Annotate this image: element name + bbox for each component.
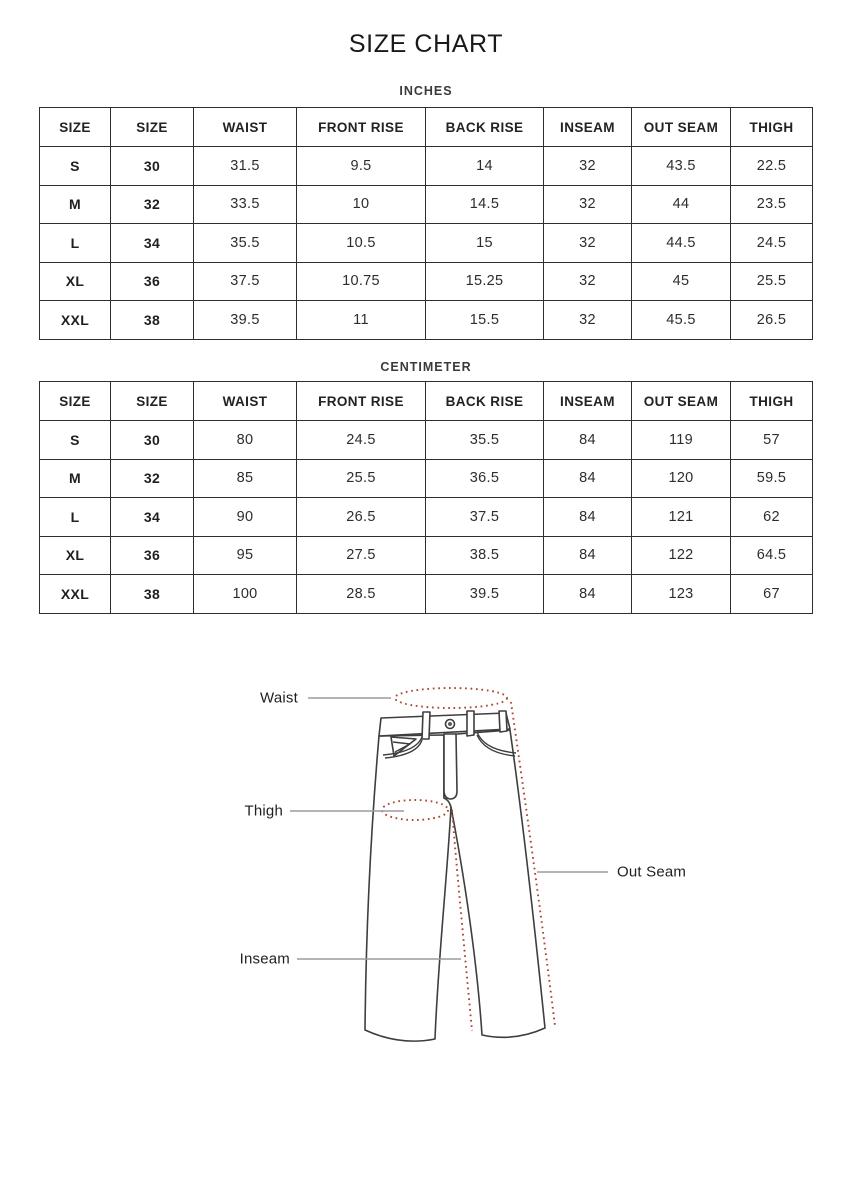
table-row <box>40 498 813 537</box>
size-letter-cell: M <box>40 185 111 224</box>
pants-left-leg <box>365 735 451 1041</box>
column-header: SIZE <box>40 108 111 147</box>
table-row <box>40 301 813 340</box>
belt-loop <box>422 712 430 739</box>
table-row <box>40 185 813 224</box>
measurement-cell: 32 <box>544 147 632 186</box>
measurement-cell: 62 <box>731 498 813 537</box>
measurement-cell: 32 <box>544 185 632 224</box>
measurement-cell: 37.5 <box>426 498 544 537</box>
measurement-cell: 27.5 <box>297 536 426 575</box>
column-header: SIZE <box>111 108 194 147</box>
measurement-cell: 36.5 <box>426 459 544 498</box>
measurement-cell: 84 <box>544 498 632 537</box>
measurement-cell: 14.5 <box>426 185 544 224</box>
measurement-cell: 35.5 <box>194 224 297 263</box>
out-seam-label: Out Seam <box>617 863 687 881</box>
measurement-cell: 120 <box>632 459 731 498</box>
size-letter-cell: M <box>40 459 111 498</box>
measurement-cell: 35.5 <box>426 421 544 460</box>
size-number-cell: 32 <box>111 185 194 224</box>
measurement-cell: 23.5 <box>731 185 813 224</box>
pants-measurement-diagram <box>0 660 852 1060</box>
measurement-cell: 100 <box>194 575 297 614</box>
measurement-cell: 15.25 <box>426 262 544 301</box>
size-number-cell: 30 <box>111 421 194 460</box>
measurement-cell: 119 <box>632 421 731 460</box>
measurement-cell: 25.5 <box>297 459 426 498</box>
measurement-cell: 44 <box>632 185 731 224</box>
size-number-cell: 36 <box>111 536 194 575</box>
inseam-label: Inseam <box>239 950 290 968</box>
fly-placket <box>444 734 457 799</box>
size-number-cell: 30 <box>111 147 194 186</box>
size-table-centimeter <box>39 381 813 614</box>
size-number-cell: 38 <box>111 301 194 340</box>
size-number-cell: 38 <box>111 575 194 614</box>
size-number-cell: 32 <box>111 459 194 498</box>
column-header: THIGH <box>731 108 813 147</box>
measurement-cell: 84 <box>544 459 632 498</box>
size-letter-cell: XXL <box>40 575 111 614</box>
column-header: SIZE <box>111 382 194 421</box>
measurement-cell: 38.5 <box>426 536 544 575</box>
measurement-cell: 11 <box>297 301 426 340</box>
column-header: FRONT RISE <box>297 108 426 147</box>
column-header: WAIST <box>194 108 297 147</box>
waist-button <box>446 720 455 729</box>
measurement-cell: 32 <box>544 262 632 301</box>
size-letter-cell: XL <box>40 536 111 575</box>
measurement-cell: 84 <box>544 536 632 575</box>
column-header: OUT SEAM <box>632 108 731 147</box>
column-header: INSEAM <box>544 108 632 147</box>
size-number-cell: 36 <box>111 262 194 301</box>
measurement-cell: 95 <box>194 536 297 575</box>
measurement-cell: 84 <box>544 575 632 614</box>
measurement-cell: 15 <box>426 224 544 263</box>
measurement-cell: 25.5 <box>731 262 813 301</box>
waist-label: Waist <box>260 689 298 707</box>
size-table-inches <box>39 107 813 340</box>
measurement-cell: 43.5 <box>632 147 731 186</box>
measurement-cell: 10 <box>297 185 426 224</box>
page-title: SIZE CHART <box>348 30 504 58</box>
table-row <box>40 536 813 575</box>
measurement-cell: 10.5 <box>297 224 426 263</box>
measurement-cell: 39.5 <box>194 301 297 340</box>
column-header: BACK RISE <box>426 382 544 421</box>
measurement-cell: 67 <box>731 575 813 614</box>
column-header: OUT SEAM <box>632 382 731 421</box>
pants-right-leg <box>444 730 545 1037</box>
size-letter-cell: XL <box>40 262 111 301</box>
measurement-cell: 80 <box>194 421 297 460</box>
measurement-cell: 84 <box>544 421 632 460</box>
measurement-cell: 45.5 <box>632 301 731 340</box>
table-header-row <box>40 382 813 421</box>
table-row <box>40 262 813 301</box>
size-number-cell: 34 <box>111 224 194 263</box>
pants-illustration <box>0 660 852 1060</box>
table-row <box>40 224 813 263</box>
measurement-cell: 45 <box>632 262 731 301</box>
table-header-row <box>40 108 813 147</box>
measurement-cell: 15.5 <box>426 301 544 340</box>
measurement-cell: 90 <box>194 498 297 537</box>
measurement-cell: 22.5 <box>731 147 813 186</box>
thigh-label: Thigh <box>244 802 283 820</box>
measurement-cell: 64.5 <box>731 536 813 575</box>
size-number-cell: 34 <box>111 498 194 537</box>
column-header: WAIST <box>194 382 297 421</box>
measurement-cell: 14 <box>426 147 544 186</box>
measurement-cell: 31.5 <box>194 147 297 186</box>
column-header: SIZE <box>40 382 111 421</box>
column-header: FRONT RISE <box>297 382 426 421</box>
measurement-cell: 39.5 <box>426 575 544 614</box>
measurement-cell: 44.5 <box>632 224 731 263</box>
size-letter-cell: S <box>40 147 111 186</box>
measurement-cell: 59.5 <box>731 459 813 498</box>
waist-measure-ellipse <box>395 688 507 708</box>
measurement-cell: 123 <box>632 575 731 614</box>
size-letter-cell: L <box>40 498 111 537</box>
inches-section-label: INCHES <box>399 84 453 98</box>
measurement-cell: 122 <box>632 536 731 575</box>
measurement-cell: 26.5 <box>731 301 813 340</box>
measurement-cell: 33.5 <box>194 185 297 224</box>
measurement-cell: 24.5 <box>297 421 426 460</box>
measurement-cell: 26.5 <box>297 498 426 537</box>
measurement-cell: 85 <box>194 459 297 498</box>
column-header: THIGH <box>731 382 813 421</box>
belt-loop <box>467 711 474 736</box>
size-letter-cell: S <box>40 421 111 460</box>
table-row <box>40 575 813 614</box>
measurement-cell: 57 <box>731 421 813 460</box>
measurement-cell: 32 <box>544 224 632 263</box>
column-header: BACK RISE <box>426 108 544 147</box>
table-row <box>40 459 813 498</box>
measurement-cell: 24.5 <box>731 224 813 263</box>
measurement-cell: 121 <box>632 498 731 537</box>
table-row <box>40 421 813 460</box>
centimeter-section-label: CENTIMETER <box>380 360 472 374</box>
belt-loop <box>499 711 507 732</box>
size-letter-cell: L <box>40 224 111 263</box>
measurement-cell: 37.5 <box>194 262 297 301</box>
measurement-cell: 28.5 <box>297 575 426 614</box>
measurement-cell: 10.75 <box>297 262 426 301</box>
measurement-cell: 32 <box>544 301 632 340</box>
measurement-cell: 9.5 <box>297 147 426 186</box>
table-row <box>40 147 813 186</box>
size-letter-cell: XXL <box>40 301 111 340</box>
column-header: INSEAM <box>544 382 632 421</box>
